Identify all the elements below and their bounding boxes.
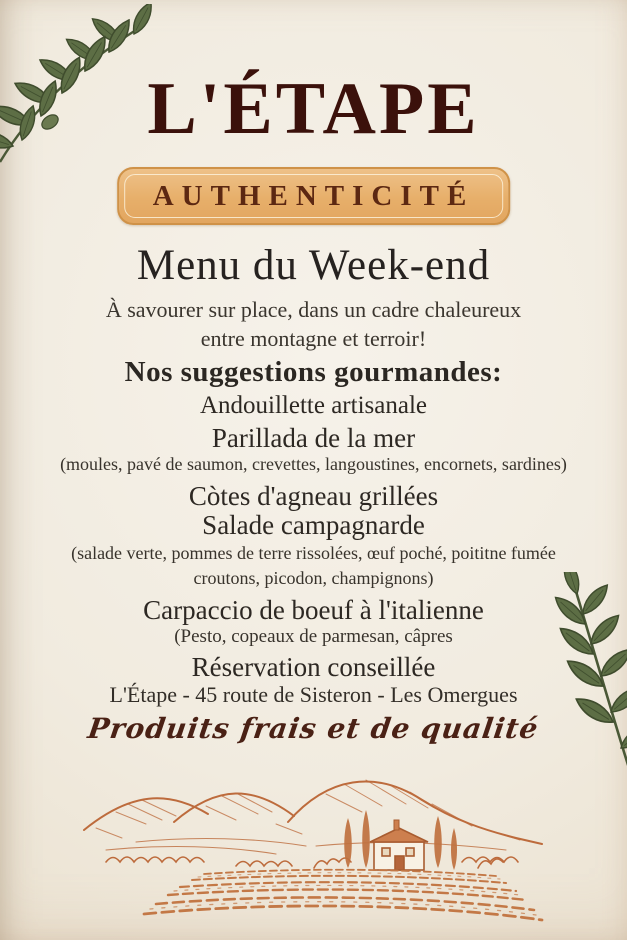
menu-item-details: croutons, picodon, champignons): [193, 568, 434, 588]
suggestions-heading: Nos suggestions gourmandes:: [124, 356, 503, 388]
menu-item-name: Carpaccio de boeuf à l'italienne: [143, 595, 484, 625]
olive-branch-icon: [517, 572, 627, 772]
address-line: L'Étape - 45 route de Sisteron - Les Omergues: [109, 682, 518, 707]
intro-line-2: entre montagne et terroir!: [200, 326, 427, 351]
menu-item-name: Parillada de la mer: [211, 423, 416, 453]
intro-line-1: À savourer sur place, dans un cadre chaleureux: [105, 297, 522, 322]
menu-item-name: Andouillette artisanale: [199, 392, 427, 419]
menu-item-details: (Pesto, copeaux de parmesan, câpres: [174, 626, 453, 647]
provencal-landscape-illustration: [76, 750, 550, 925]
menu-item-details: (salade verte, pommes de terre rissolées, œuf poché, poititne fumée: [71, 543, 556, 563]
menu-item-name: Salade campagnarde: [202, 510, 425, 540]
menu-item-name: Còtes d'agneau grillées: [188, 481, 439, 511]
restaurant-name: L'ÉTAPE: [147, 68, 480, 150]
quality-tagline-text: Produits frais et de qualité: [86, 712, 542, 745]
menu-title: Menu du Week-end: [136, 242, 491, 289]
reservation-note: Réservation conseillée: [191, 652, 436, 682]
menu-item-details: (moules, pavé de saumon, crevettes, langoustines, encornets, sardines): [60, 454, 567, 474]
authenticity-badge: AUTHENTICITÉ: [117, 167, 511, 225]
